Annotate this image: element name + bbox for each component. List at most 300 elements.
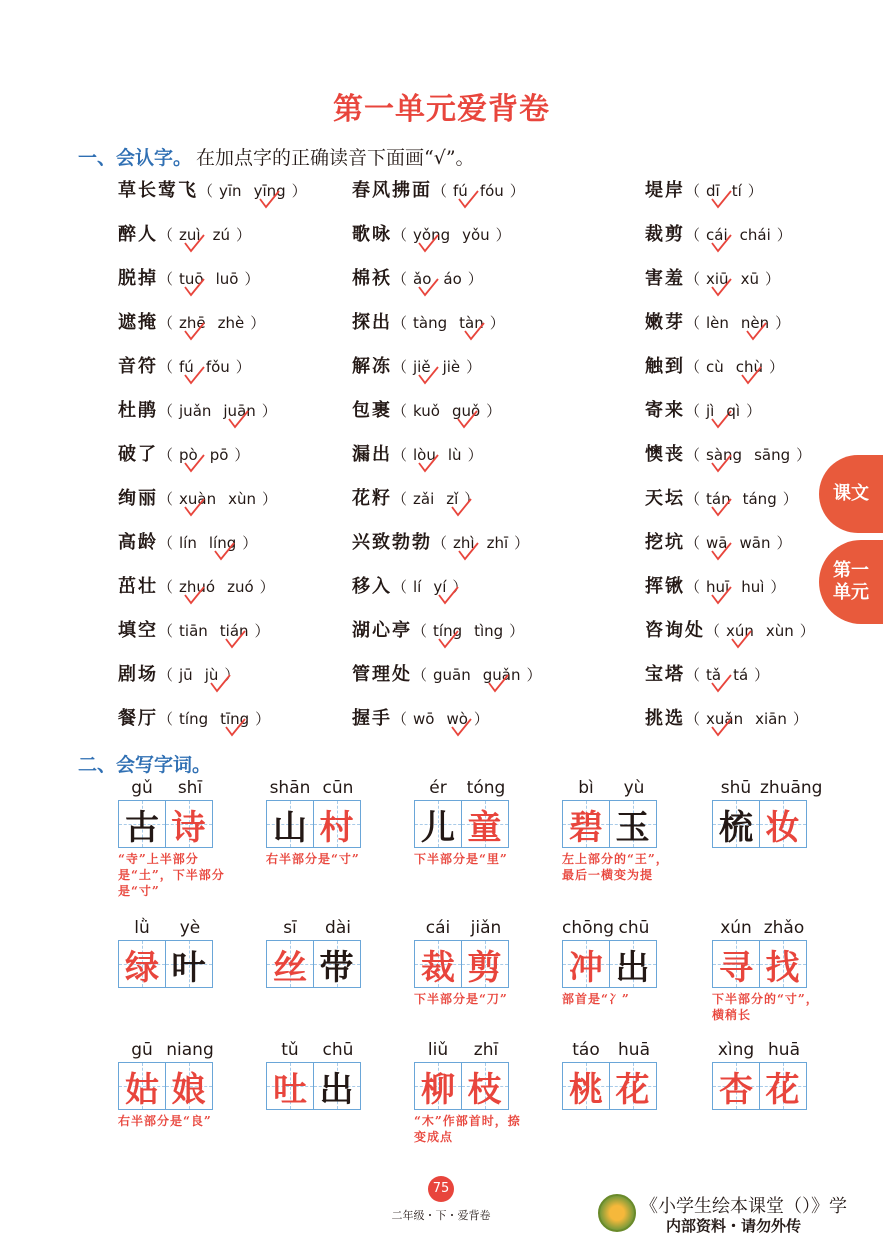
pinyin-option[interactable]	[179, 270, 204, 288]
reading-word: 音符	[118, 356, 158, 377]
reading-word: 湖心亭	[352, 620, 412, 641]
character: 找	[765, 947, 800, 988]
pinyin-option[interactable]	[741, 270, 759, 288]
pinyin-option[interactable]	[726, 402, 740, 420]
pinyin-syllable: chū	[618, 918, 650, 938]
pinyin-option[interactable]	[213, 226, 230, 244]
pinyin-option[interactable]	[413, 578, 421, 596]
pinyin-option[interactable]	[179, 490, 216, 508]
writing-word-group	[414, 778, 524, 867]
pinyin-option[interactable]	[732, 182, 742, 200]
pinyin-option[interactable]	[413, 226, 450, 244]
reading-item	[118, 704, 270, 734]
pinyin-option[interactable]	[209, 534, 236, 552]
section1-heading-label: 一、会认字。	[78, 147, 193, 169]
pinyin-option[interactable]	[443, 358, 461, 376]
pinyin-option-text: tuō	[179, 270, 204, 288]
pinyin-option-text: lù	[447, 446, 462, 464]
pinyin-syllable: dài	[325, 918, 351, 938]
pinyin-option[interactable]	[413, 270, 431, 288]
reading-item	[118, 484, 277, 514]
pinyin-option[interactable]	[706, 270, 729, 288]
pinyin-options: （ pò pō ）	[158, 444, 249, 465]
pinyin-option[interactable]	[205, 666, 219, 684]
pinyin-syllable: gū	[131, 1040, 153, 1060]
pinyin-option-text: wā	[706, 534, 728, 552]
reading-word: 移入	[352, 576, 392, 597]
character: 裁	[421, 947, 455, 988]
pinyin-option[interactable]	[433, 578, 446, 596]
publisher-logo	[598, 1194, 636, 1232]
reading-word: 茁壮	[118, 576, 158, 597]
pinyin-option[interactable]	[741, 578, 764, 596]
tianzige-grid	[266, 800, 376, 848]
pinyin-option[interactable]	[413, 402, 440, 420]
character-cell	[562, 940, 610, 988]
reading-item	[352, 484, 479, 514]
word-pinyin	[562, 1040, 658, 1062]
pinyin-option-text: lòu	[413, 446, 436, 464]
character-cell	[266, 940, 314, 988]
pinyin-option[interactable]	[452, 402, 480, 420]
reading-word: 懊丧	[645, 444, 685, 465]
pinyin-option-text: xiān	[755, 710, 787, 728]
pinyin-options: （ xuǎn xiān ）	[685, 708, 808, 729]
pinyin-option-text: tīng	[220, 710, 250, 728]
writing-tip: 左上部分的“王”，最后一横变为提	[562, 852, 669, 883]
pinyin-option-text: tí	[731, 182, 742, 200]
pinyin-options: （ jū jù ）	[158, 664, 239, 685]
character: 古	[125, 807, 159, 848]
pinyin-option[interactable]	[453, 534, 475, 552]
tianzige-grid	[266, 940, 362, 988]
character: 吐	[273, 1069, 307, 1110]
pinyin-option[interactable]	[433, 622, 462, 640]
pinyin-option[interactable]	[227, 578, 254, 596]
reading-word: 探出	[352, 312, 392, 333]
pinyin-option[interactable]	[179, 226, 201, 244]
pinyin-option-text: xiū	[706, 270, 729, 288]
pinyin-option[interactable]	[487, 534, 509, 552]
page-number: 75	[428, 1176, 454, 1202]
pinyin-syllable: chū	[322, 1040, 354, 1060]
pinyin-option-text: kuǒ	[413, 402, 440, 420]
word-pinyin	[266, 918, 362, 940]
page-title: 第一单元爱背卷	[333, 92, 550, 127]
pinyin-options: （ zhuó zuó ）	[158, 576, 275, 597]
pinyin-option[interactable]	[706, 578, 729, 596]
pinyin-option-text: guǒ	[451, 402, 481, 420]
pinyin-option-text: tìng	[474, 622, 504, 640]
reading-item	[645, 440, 811, 470]
pinyin-option[interactable]	[483, 666, 521, 684]
pinyin-option[interactable]	[179, 358, 194, 376]
pinyin-option-text: fú	[179, 358, 194, 376]
pinyin-option[interactable]	[446, 490, 458, 508]
reading-word: 餐厅	[118, 708, 158, 729]
section1-heading	[78, 143, 475, 170]
character: 冲	[569, 947, 603, 988]
word-pinyin	[118, 1040, 228, 1062]
writing-word-group	[266, 1040, 362, 1110]
character-cell	[609, 800, 657, 848]
pinyin-option-text: sāng	[754, 446, 791, 464]
pinyin-syllable: sī	[283, 918, 297, 938]
character-cell	[461, 1062, 509, 1110]
pinyin-option-text: líng	[208, 534, 237, 552]
reading-item	[118, 308, 265, 338]
character: 玉	[615, 807, 650, 848]
pinyin-option-text: lí	[413, 578, 422, 596]
reading-item	[118, 616, 270, 646]
character: 山	[273, 807, 307, 848]
pinyin-option-text: yǒng	[413, 226, 451, 244]
pinyin-options: （ wā wān ）	[685, 532, 791, 553]
tab-unit-one-label: 第一单元	[833, 560, 869, 603]
pinyin-options: （ fú fóu ）	[432, 180, 525, 201]
writing-word-group	[414, 1040, 524, 1145]
pinyin-syllable: yè	[179, 918, 201, 938]
pinyin-syllable: xìng	[717, 1040, 755, 1060]
reading-item	[352, 616, 524, 646]
pinyin-option-text: zhē	[179, 314, 206, 332]
pinyin-syllable: tóng	[466, 778, 506, 798]
pinyin-option-text: xuǎn	[706, 710, 744, 728]
pinyin-option[interactable]	[179, 534, 197, 552]
pinyin-option[interactable]	[706, 226, 728, 244]
reading-word: 草长莺飞	[118, 180, 198, 201]
character-cell	[118, 800, 166, 848]
pinyin-option[interactable]	[413, 314, 447, 332]
reading-item	[118, 176, 307, 206]
pinyin-option[interactable]	[433, 666, 471, 684]
reading-item	[118, 660, 239, 690]
reading-word: 害羞	[645, 268, 685, 289]
pinyin-options: （ tuō luō ）	[158, 268, 259, 289]
pinyin-option-text: guǎn	[482, 666, 521, 684]
pinyin-option[interactable]	[216, 270, 239, 288]
reading-item	[645, 704, 808, 734]
pinyin-option[interactable]	[706, 666, 721, 684]
reading-item	[645, 484, 798, 514]
character: 出	[319, 1069, 354, 1110]
word-pinyin	[712, 918, 822, 940]
pinyin-option-text: zǐ	[446, 490, 459, 508]
pinyin-option[interactable]	[413, 358, 431, 376]
pinyin-option-text: juān	[223, 402, 256, 420]
pinyin-options: （ tíng tìng ）	[412, 620, 524, 641]
pinyin-option-text: zhè	[217, 314, 245, 332]
pinyin-option[interactable]	[740, 226, 771, 244]
reading-word: 绚丽	[118, 488, 158, 509]
pinyin-option[interactable]	[474, 622, 503, 640]
tianzige-grid	[266, 1062, 362, 1110]
pinyin-option-text: pō	[209, 446, 229, 464]
pinyin-options: （ guān guǎn ）	[412, 664, 542, 685]
pinyin-option[interactable]	[210, 446, 229, 464]
pinyin-options: （ zuì zú ）	[158, 224, 251, 245]
pinyin-option[interactable]	[220, 710, 249, 728]
reading-item	[118, 396, 277, 426]
pinyin-option[interactable]	[179, 402, 211, 420]
reading-word: 咨询处	[645, 620, 705, 641]
pinyin-option[interactable]	[220, 622, 249, 640]
character: 寻	[719, 947, 753, 988]
character: 花	[765, 1069, 800, 1110]
reading-item	[352, 352, 481, 382]
pinyin-option-text: zǎi	[413, 490, 435, 508]
pinyin-option-text: chù	[735, 358, 764, 376]
pinyin-option[interactable]	[706, 182, 720, 200]
pinyin-option[interactable]	[228, 490, 256, 508]
reading-item	[352, 660, 542, 690]
writing-word-group	[562, 1040, 658, 1110]
pinyin-option-text: fǒu	[205, 358, 230, 376]
pinyin-option[interactable]	[446, 710, 467, 728]
pinyin-option[interactable]	[706, 534, 727, 552]
pinyin-option-text: jù	[204, 666, 219, 684]
pinyin-option[interactable]	[706, 358, 724, 376]
pinyin-option[interactable]	[223, 402, 255, 420]
pinyin-options: （ yīn yīng ）	[198, 180, 307, 201]
character: 童	[467, 807, 502, 848]
character-cell	[266, 1062, 314, 1110]
writing-tip: 下半部分的“寸”，横稍长	[712, 992, 819, 1023]
pinyin-option-text: xùn	[228, 490, 256, 508]
reading-item	[352, 572, 467, 602]
character: 诗	[171, 807, 206, 848]
character-cell	[562, 1062, 610, 1110]
reading-word: 花籽	[352, 488, 392, 509]
character: 花	[615, 1069, 650, 1110]
pinyin-option[interactable]	[179, 710, 208, 728]
pinyin-option[interactable]	[179, 446, 198, 464]
tianzige-grid	[712, 800, 808, 848]
pinyin-syllable: niang	[166, 1040, 214, 1060]
pinyin-option[interactable]	[254, 182, 286, 200]
pinyin-option[interactable]	[413, 490, 434, 508]
pinyin-syllable: shū	[720, 778, 752, 798]
pinyin-syllable: cūn	[322, 778, 354, 798]
reading-word: 裁剪	[645, 224, 685, 245]
pinyin-option[interactable]	[754, 446, 790, 464]
pinyin-option-text: luō	[215, 270, 239, 288]
word-pinyin	[562, 918, 672, 940]
character-cell	[712, 1062, 760, 1110]
pinyin-option[interactable]	[462, 226, 490, 244]
pinyin-option[interactable]	[736, 358, 763, 376]
pinyin-option[interactable]	[443, 270, 461, 288]
pinyin-option-text: wō	[413, 710, 435, 728]
pinyin-option[interactable]	[179, 314, 206, 332]
word-pinyin	[414, 1040, 524, 1062]
tianzige-grid	[562, 800, 672, 848]
tab-lesson[interactable]: 课文	[819, 455, 883, 533]
writing-tip: 右半部分是“寸”	[266, 852, 360, 866]
character-cell	[759, 940, 807, 988]
pinyin-syllable: zhī	[473, 1040, 499, 1060]
pinyin-option-text: yí	[433, 578, 447, 596]
reading-item	[352, 440, 483, 470]
pinyin-options: （ tíng tīng ）	[158, 708, 270, 729]
character-cell	[759, 800, 807, 848]
pinyin-option[interactable]	[179, 622, 208, 640]
character-cell	[313, 800, 361, 848]
character: 绿	[125, 947, 159, 988]
character-cell	[165, 1062, 213, 1110]
writing-word-group	[712, 778, 823, 848]
tianzige-grid	[414, 1062, 524, 1110]
reading-word: 嫩芽	[645, 312, 685, 333]
pinyin-option-text: táng	[742, 490, 777, 508]
reading-word: 歌咏	[352, 224, 392, 245]
pinyin-option[interactable]	[706, 446, 742, 464]
pinyin-option[interactable]	[755, 710, 787, 728]
pinyin-options: （ xuàn xùn ）	[158, 488, 277, 509]
pinyin-option-text: jiè	[442, 358, 461, 376]
reading-word: 高龄	[118, 532, 158, 553]
reading-item	[118, 528, 257, 558]
tab-unit-one[interactable]	[819, 540, 883, 624]
pinyin-option-text: zuì	[179, 226, 201, 244]
pinyin-option-text: huī	[706, 578, 730, 596]
character-cell	[759, 1062, 807, 1110]
pinyin-option[interactable]	[733, 666, 748, 684]
pinyin-option[interactable]	[459, 314, 484, 332]
writing-tip: 部首是“冫”	[562, 992, 630, 1006]
pinyin-syllable: huā	[618, 1040, 650, 1060]
pinyin-option-text: zú	[212, 226, 230, 244]
pinyin-options: （ fú fǒu ）	[158, 356, 251, 377]
word-pinyin	[414, 778, 524, 800]
pinyin-option-text: jì	[706, 402, 715, 420]
reading-item	[645, 660, 769, 690]
character-cell	[414, 940, 462, 988]
pinyin-syllable: zhuāng	[760, 778, 823, 798]
reading-word: 挖坑	[645, 532, 685, 553]
reading-item	[645, 396, 761, 426]
pinyin-option[interactable]	[726, 622, 754, 640]
reading-word: 宝塔	[645, 664, 685, 685]
pinyin-options: （ cù chù ）	[685, 356, 784, 377]
reading-item	[645, 528, 791, 558]
pinyin-option-text: tián	[219, 622, 249, 640]
pinyin-option[interactable]	[206, 358, 230, 376]
character-cell	[562, 800, 610, 848]
character: 娘	[171, 1069, 206, 1110]
pinyin-option-text: guān	[433, 666, 471, 684]
pinyin-options: （ tǎ tá ）	[685, 664, 769, 685]
writing-tip: 右半部分是“良”	[118, 1114, 212, 1128]
pinyin-syllable: huā	[768, 1040, 800, 1060]
pinyin-option[interactable]	[480, 182, 504, 200]
pinyin-option-text: yīng	[253, 182, 286, 200]
pinyin-syllable: liǔ	[427, 1040, 449, 1060]
writing-tip: “寺”上半部分是“土”，下半部分是“寸”	[118, 852, 225, 899]
pinyin-options: （ zǎi zǐ ）	[392, 488, 479, 509]
pinyin-syllable: gǔ	[131, 778, 153, 798]
character-cell	[609, 1062, 657, 1110]
pinyin-option-text: sàng	[706, 446, 743, 464]
character: 丝	[273, 947, 307, 988]
pinyin-option[interactable]	[218, 314, 245, 332]
pinyin-option-text: xún	[726, 622, 754, 640]
character-cell	[313, 940, 361, 988]
pinyin-option-text: jū	[179, 666, 193, 684]
pinyin-options: （ lòu lù ）	[392, 444, 483, 465]
pinyin-options: （ cái chái ）	[685, 224, 792, 245]
pinyin-option[interactable]	[706, 490, 731, 508]
pinyin-options: （ zhì zhī ）	[432, 532, 529, 553]
footer-text: 二年级・下・爱背卷	[391, 1209, 491, 1222]
pinyin-option-text: nèn	[740, 314, 770, 332]
pinyin-syllable: tǔ	[281, 1040, 299, 1060]
reading-word: 寄来	[645, 400, 685, 421]
pinyin-options: （ jiě jiè ）	[392, 356, 481, 377]
pinyin-option[interactable]	[743, 490, 777, 508]
writing-word-group	[414, 918, 524, 1007]
character-cell	[118, 940, 166, 988]
reading-item	[118, 220, 251, 250]
pinyin-option[interactable]	[179, 666, 193, 684]
character: 出	[615, 947, 650, 988]
reading-item	[118, 352, 251, 382]
character: 枝	[467, 1069, 502, 1110]
pinyin-option[interactable]	[219, 182, 242, 200]
pinyin-option-text: fú	[453, 182, 468, 200]
pinyin-options: （ huī huì ）	[685, 576, 785, 597]
pinyin-option-text: xuàn	[179, 490, 217, 508]
reading-word: 触到	[645, 356, 685, 377]
section2-heading: 二、会写字词。	[78, 754, 212, 776]
pinyin-options: （ lí yí ）	[392, 576, 467, 597]
pinyin-option-text: tá	[733, 666, 749, 684]
pinyin-option-text: lèn	[706, 314, 729, 332]
character: 杏	[719, 1069, 753, 1110]
pinyin-option[interactable]	[448, 446, 462, 464]
reading-word: 兴致勃勃	[352, 532, 432, 553]
pinyin-option[interactable]	[741, 314, 769, 332]
reading-item	[352, 308, 505, 338]
pinyin-option[interactable]	[413, 446, 436, 464]
pinyin-option-text: zuó	[227, 578, 254, 596]
pinyin-option[interactable]	[739, 534, 770, 552]
pinyin-option[interactable]	[766, 622, 794, 640]
pinyin-options: （ yǒng yǒu ）	[392, 224, 511, 245]
pinyin-option[interactable]	[706, 402, 714, 420]
pinyin-options: （ lín líng ）	[158, 532, 257, 553]
section1-instruction: 在加点字的正确读音下面画“√”。	[196, 147, 475, 169]
tianzige-grid	[712, 940, 822, 988]
pinyin-option-text: zhì	[453, 534, 475, 552]
pinyin-option-text: cù	[706, 358, 724, 376]
pinyin-options: （ ǎo áo ）	[392, 268, 483, 289]
reading-word: 剧场	[118, 664, 158, 685]
pinyin-option[interactable]	[706, 314, 729, 332]
character: 剪	[467, 947, 502, 988]
pinyin-option-text: yīn	[219, 182, 242, 200]
pinyin-option[interactable]	[179, 578, 215, 596]
pinyin-option[interactable]	[453, 182, 468, 200]
word-pinyin	[118, 918, 214, 940]
pinyin-option-text: huì	[741, 578, 765, 596]
pinyin-option[interactable]	[413, 710, 434, 728]
pinyin-option[interactable]	[706, 710, 743, 728]
tianzige-grid	[118, 800, 228, 848]
reading-item	[645, 308, 790, 338]
character-cell	[313, 1062, 361, 1110]
reading-item	[352, 704, 489, 734]
